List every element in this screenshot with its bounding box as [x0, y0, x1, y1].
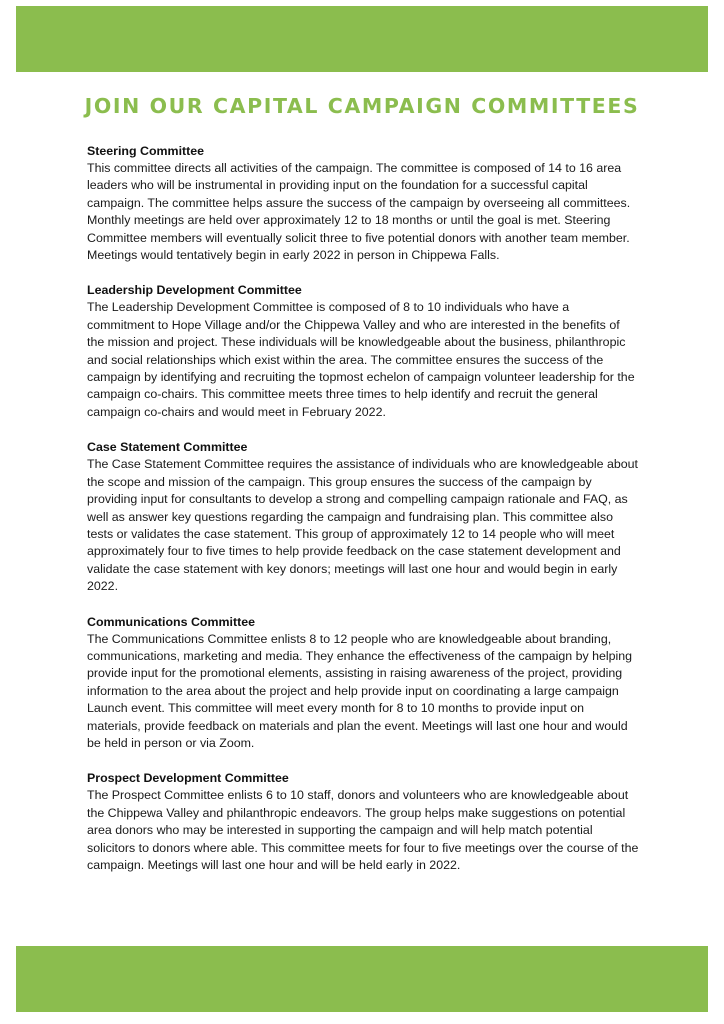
committee-list [87, 143, 640, 892]
committee-section-communications [87, 614, 640, 753]
committee-heading: Prospect Development Committee [87, 771, 289, 786]
committee-description: This committee directs all activities of the campaign. The committee is composed of 14 to 16 area leaders who will be instrumental in providing input on the foundation for a successful capital campaign. The committee helps assure the success of the campaign by overseeing all committees. Monthly meetings are held over approximately 12 to 18 months or until the goal is met. Steering Committee members will eventually solicit three to five potential donors with another team member. Meetings would tentatively begin in early 2022 in person in Chippewa Falls. [87, 161, 631, 263]
committee-section-steering [87, 143, 640, 264]
committee-section-leadership-development [87, 282, 640, 421]
header-band [16, 6, 708, 72]
committee-description: The Leadership Development Committee is composed of 8 to 10 individuals who have a commitment to Hope Village and/or the Chippewa Valley and who are interested in the benefits of the mission and project. These individuals will be knowledgeable about the business, philanthropic and social relationships which exist within the area. The committee ensures the success of the campaign by identifying and recruiting the topmost echelon of campaign volunteer leadership for the campaign co-chairs. This committee meets three times to help identify and recruit the general campaign co-chairs and would meet in February 2022. [87, 300, 635, 419]
committee-description: The Prospect Committee enlists 6 to 10 staff, donors and volunteers who are knowledgeable about the Chippewa Valley and philanthropic endeavors. The group helps make suggestions on potential area donors who may be interested in supporting the campaign and will help match potential solicitors to donors where able. This committee meets for four to five meetings over the course of the campaign. Meetings will last one hour and will be held early in 2022. [87, 788, 639, 872]
footer-band [16, 946, 708, 1012]
committee-description: The Communications Committee enlists 8 to 12 people who are knowledgeable about branding, communications, marketing and media. They enhance the effectiveness of the campaign by helping provide input for the promotional elements, assisting in raising awareness of the project, providing information to the area about the project and help provide input on coordinating a large campaign Launch event. This committee will meet every month for 8 to 10 months to provide input on materials, provide feedback on materials and plan the event. Meetings will last one hour and would be held in person or via Zoom. [87, 631, 633, 750]
committee-heading: Case Statement Committee [87, 440, 248, 455]
page-title: JOIN OUR CAPITAL CAMPAIGN COMMITTEES [84, 94, 640, 118]
committee-heading: Steering Committee [87, 144, 205, 158]
committee-description: The Case Statement Committee requires the assistance of individuals who are knowledgeable about the scope and mission of the campaign. This group ensures the success of the campaign by providing input for consultants to develop a strong and compelling campaign rationale and FAQ, as well as answer key questions regarding the campaign and fundraising plan. This committee also tests or validates the case statement. This group of approximately 12 to 14 people who will meet approximately four to five times to help provide feedback on the case statement development and validate the case statement with key donors; meetings will last one hour and would begin in early 2022. [87, 457, 639, 594]
committee-heading: Communications Committee [87, 614, 255, 629]
committee-section-prospect-development [87, 770, 640, 874]
committee-heading: Leadership Development Committee [87, 283, 302, 298]
committee-section-case-statement [87, 439, 640, 595]
